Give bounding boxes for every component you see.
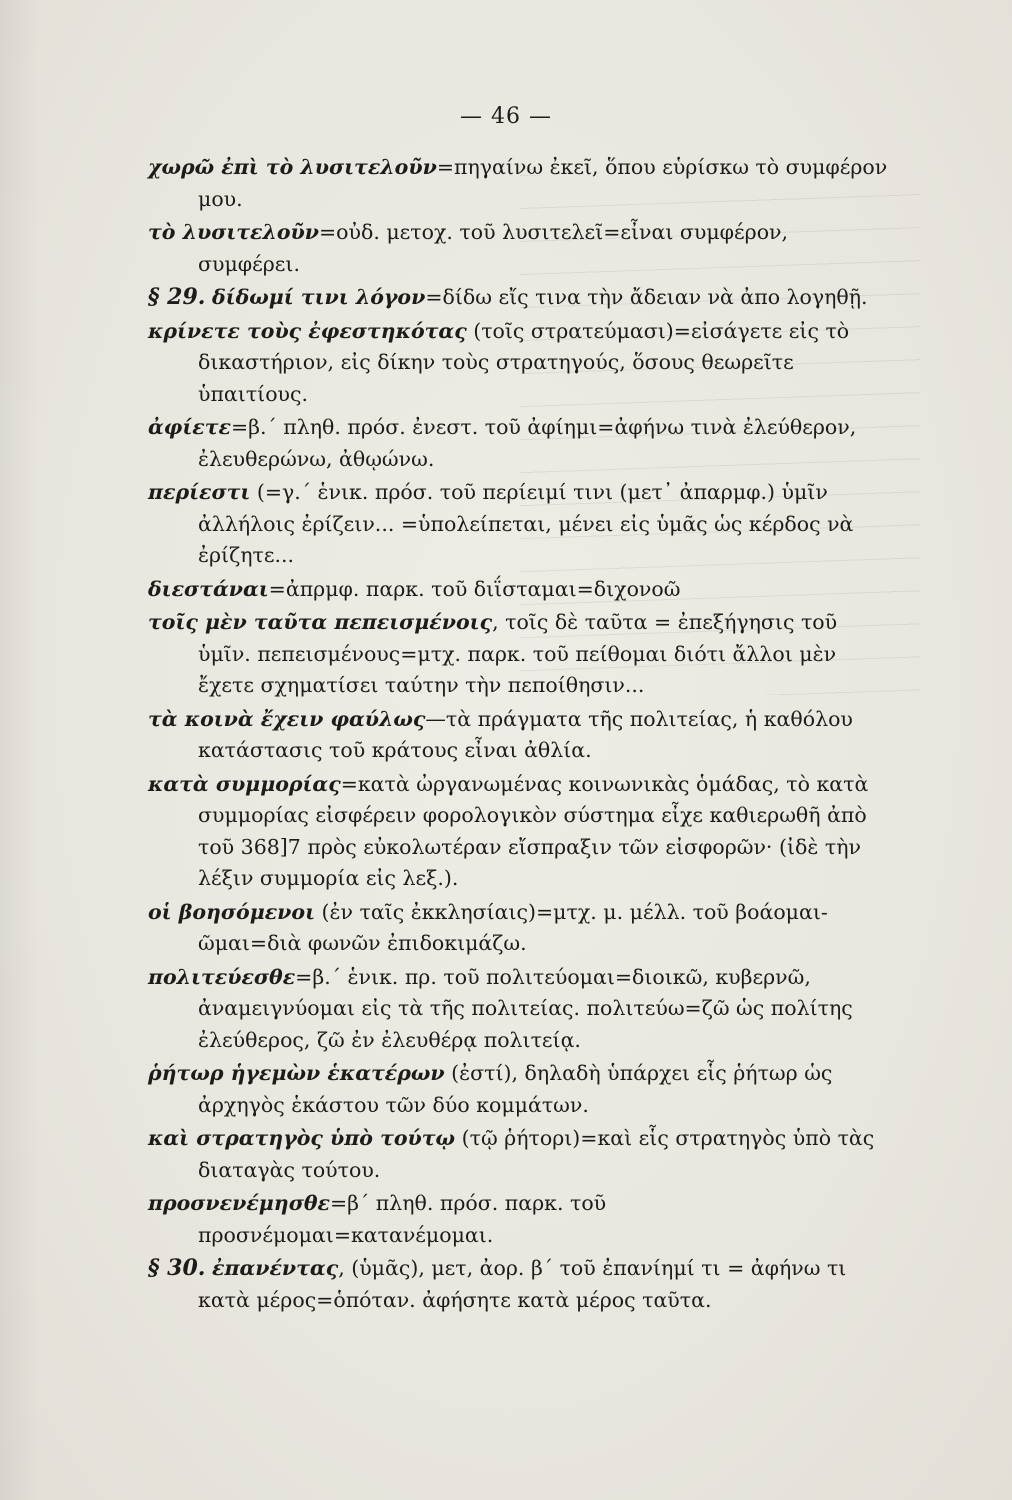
scan-shadow — [0, 0, 40, 1500]
entry-term: προσνενέμησθε — [148, 1191, 330, 1215]
entry-text: , τοῖς δὲ ταῦτα = ἐπεξήγησις τοῦ ὑμῖν. πεπεισμένους=μτχ. παρκ. τοῦ πείθομαι διότι ἄλλοι μὲν ἔχετε σχηματίσει ταύτην τὴν πεποίθησιν... — [198, 610, 838, 697]
entry-term: ἀφίετε — [148, 415, 231, 439]
entry-term: πολιτεύεσθε — [148, 964, 296, 989]
glossary-entry — [148, 1253, 888, 1316]
entry-term: ἐπανέντας — [211, 1256, 339, 1280]
entry-text: =οὐδ. μετοχ. τοῦ λυσιτελεῖ=εἶναι συμφέρον, συμφέρει. — [198, 220, 789, 276]
glossary-entry — [148, 477, 888, 572]
entry-text: =πηγαίνω ἐκεῖ, ὅπου εὑρίσκω τὸ συμφέρον μου. — [198, 155, 888, 211]
glossary-content — [148, 152, 888, 1318]
entry-term: οἱ βοησόμενοι — [148, 899, 315, 924]
glossary-entry — [148, 217, 888, 280]
entry-text: (τοῖς στρατεύμασι)=εἰσάγετε εἰς τὸ δικαστήριον, εἰς δίκην τοὺς στρατηγούς, ὅσους θεωρεῖτε ὑπαιτίους. — [198, 318, 850, 406]
entry-text: (=γ.΄ ἑνικ. πρόσ. τοῦ περίειμί τινι (μετ᾽ ἀπαρμφ.) ὑμῖν ἀλλήλοις ἐρίζειν... =ὑπολείπεται, μένει εἰς ὑμᾶς ὡς κέρδος νὰ ἐρίζητε... — [198, 480, 854, 567]
entry-term: τὸ λυσιτελοῦν — [148, 220, 319, 244]
entry-term: ῥήτωρ ἡγεμὼν ἑκατέρων — [148, 1061, 445, 1085]
glossary-entry — [148, 1058, 888, 1121]
entry-text: =β.΄ πληθ. πρόσ. ἐνεστ. τοῦ ἀφίημι=ἀφήνω τινὰ ἐλεύθερον, ἐλευθερώνω, ἀθῳώνω. — [198, 415, 857, 471]
entry-term: δίδωμί τινι λόγον — [211, 285, 426, 309]
glossary-entry — [148, 704, 888, 767]
glossary-entry — [148, 769, 888, 895]
entry-term: τοῖς μὲν ταῦτα πεπεισμένοις — [148, 610, 493, 634]
glossary-entry — [148, 412, 888, 475]
glossary-entry — [148, 962, 888, 1057]
entry-text: =κατὰ ὠργανωμένας κοινωνικὰς ὁμάδας, τὸ κατὰ συμμορίας εἰσφέρειν φορολογικὸν σύστημα εἶχε καθιερωθῆ ἀπὸ τοῦ 368]7 πρὸς εὐκολωτέραν εἴσπραξιν τῶν εἰσφορῶν· (ἰδὲ τὴν λέξιν συμμορία εἰς λεξ.). — [198, 771, 869, 890]
glossary-entry — [148, 316, 888, 411]
entry-text: (τῷ ῥήτορι)=καὶ εἷς στρατηγὸς ὑπὸ τὰς διαταγὰς τούτου. — [198, 1126, 875, 1182]
glossary-entry — [148, 1188, 888, 1251]
section-marker: § 30. — [148, 1255, 206, 1281]
glossary-entry — [148, 574, 888, 606]
entry-text: =β.΄ ἑνικ. πρ. τοῦ πολιτεύομαι=διοικῶ, κυβερνῶ, ἀναμειγνύομαι εἰς τὰ τῆς πολιτείας. πολιτεύω=ζῶ ὡς πολίτης ἐλεύθερος, ζῶ ἐν ἐλευθέρᾳ πολιτείᾳ. — [198, 964, 853, 1052]
entry-term: διεστάναι — [148, 576, 269, 601]
entry-text: (ἐστί), δηλαδὴ ὑπάρχει εἷς ῥήτωρ ὡς ἀρχηγὸς ἑκάστου τῶν δύο κομμάτων. — [198, 1061, 833, 1117]
glossary-entry — [148, 1123, 888, 1186]
entry-term: καὶ στρατηγὸς ὑπὸ τούτῳ — [148, 1126, 456, 1150]
entry-term: κρίνετε τοὺς ἐφεστηκότας — [148, 318, 467, 343]
entry-term: περίεστι — [148, 480, 251, 504]
page-number: — 46 — — [460, 104, 552, 129]
entry-term: χωρῶ ἐπὶ τὸ λυσιτελοῦν — [148, 155, 437, 179]
entry-text: —τὰ πράγματα τῆς πολιτείας, ἡ καθόλου κατάστασις τοῦ κράτους εἶναι ἀθλία. — [198, 706, 853, 762]
entry-text: =ἀπρμφ. παρκ. τοῦ διΐσταμαι=διχονοῶ — [268, 576, 681, 601]
glossary-entry — [148, 897, 888, 960]
entry-text: , (ὑμᾶς), μετ, ἀορ. β΄ τοῦ ἐπανίημί τι = ἀφήνω τι κατὰ μέρος=ὁπόταν. ἀφήσητε κατὰ μέρος ταῦτα. — [198, 1256, 847, 1312]
entry-text: =δίδω εἴς τινα τὴν ἄδειαν νὰ ἀπο λογηθῇ. — [425, 285, 868, 309]
entry-term: κατὰ συμμορίας — [148, 771, 341, 796]
entry-text: =β΄ πληθ. πρόσ. παρκ. τοῦ προσνέμομαι=κατανέμομαι. — [198, 1191, 607, 1247]
glossary-entry — [148, 282, 888, 314]
section-marker: § 29. — [148, 284, 206, 310]
entry-term: τὰ κοινὰ ἔχειν φαύλως — [148, 706, 426, 731]
entry-text: (ἐν ταῖς ἐκκλησίαις)=μτχ. μ. μέλλ. τοῦ βοάομαι-ῶμαι=διὰ φωνῶν ἐπιδοκιμάζω. — [198, 899, 828, 955]
glossary-entry — [148, 607, 888, 702]
glossary-entry — [148, 152, 888, 215]
